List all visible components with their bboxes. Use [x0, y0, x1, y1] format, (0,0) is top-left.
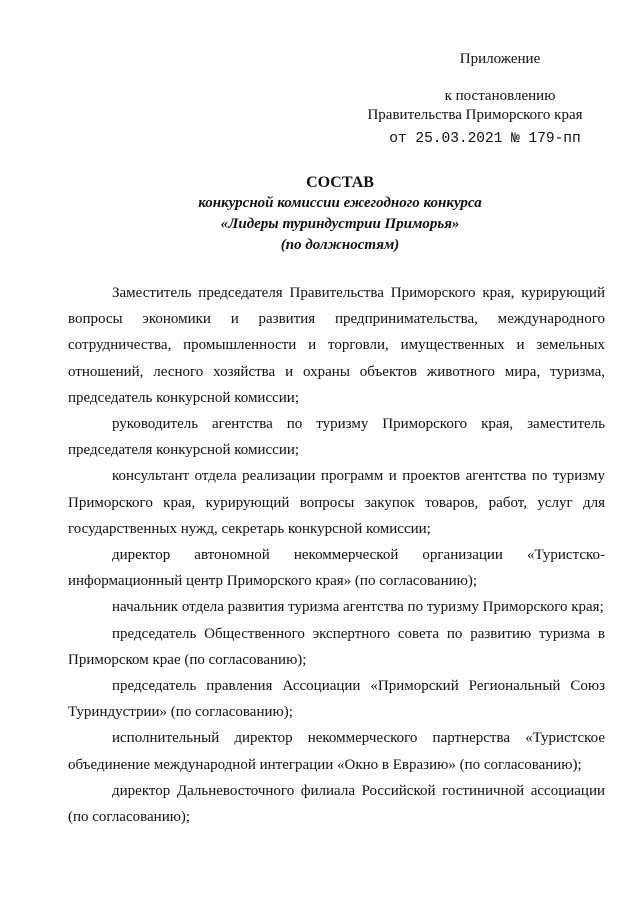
heading-title: СОСТАВ [306, 174, 374, 191]
appendix-date-number: от 25.03.2021 № 179-пп [389, 130, 581, 147]
heading-line-positions: (по должностям) [280, 237, 400, 253]
appendix-block [355, 50, 595, 148]
member-item: руководитель агентства по туризму Приморского края, заместитель председателя конкурсной комиссии; [68, 416, 605, 459]
heading-line-commission: конкурсной комиссии ежегодного конкурса [198, 195, 482, 211]
member-item: директор автономной некоммерческой организации «Туристско-информационный центр Приморского края» (по согласованию); [68, 547, 605, 590]
member-item: председатель правления Ассоциации «Приморский Региональный Союз Туриндустрии» (по согласованию); [68, 678, 605, 721]
member-item: председатель Общественного экспертного совета по развитию туризма в Приморском крае (по согласованию); [68, 625, 605, 668]
heading-line-contest-name: «Лидеры туриндустрии Приморья» [220, 216, 460, 232]
document-heading [60, 172, 620, 256]
member-list [68, 280, 605, 830]
appendix-resolution-line: к постановлению [444, 87, 556, 104]
member-item: начальник отдела развития туризма агентства по туризму Приморского края; [112, 599, 604, 616]
appendix-government-line: Правительства Приморского края [367, 107, 583, 123]
member-item: директор Дальневосточного филиала Российской гостиничной ассоциации (по согласованию); [68, 782, 605, 826]
member-item: консультант отдела реализации программ и проектов агентства по туризму Приморского края, курирующий вопросы закупок товаров, работ, услуг для государственных нужд, секретарь конкурсной комиссии; [68, 468, 605, 537]
appendix-label: Приложение [459, 51, 541, 67]
member-item: исполнительный директор некоммерческого партнерства «Туристское объединение международной интеграции «Окно в Евразию» (по согласованию); [68, 730, 605, 773]
member-item: Заместитель председателя Правительства Приморского края, курирующий вопросы экономики и развития предпринимательства, международного сотрудничества, промышленности и торговли, имущественных и земельных отношений, лесного хозяйства и охраны объектов животного мира, туризма, председатель конкурсной комиссии; [68, 285, 605, 406]
